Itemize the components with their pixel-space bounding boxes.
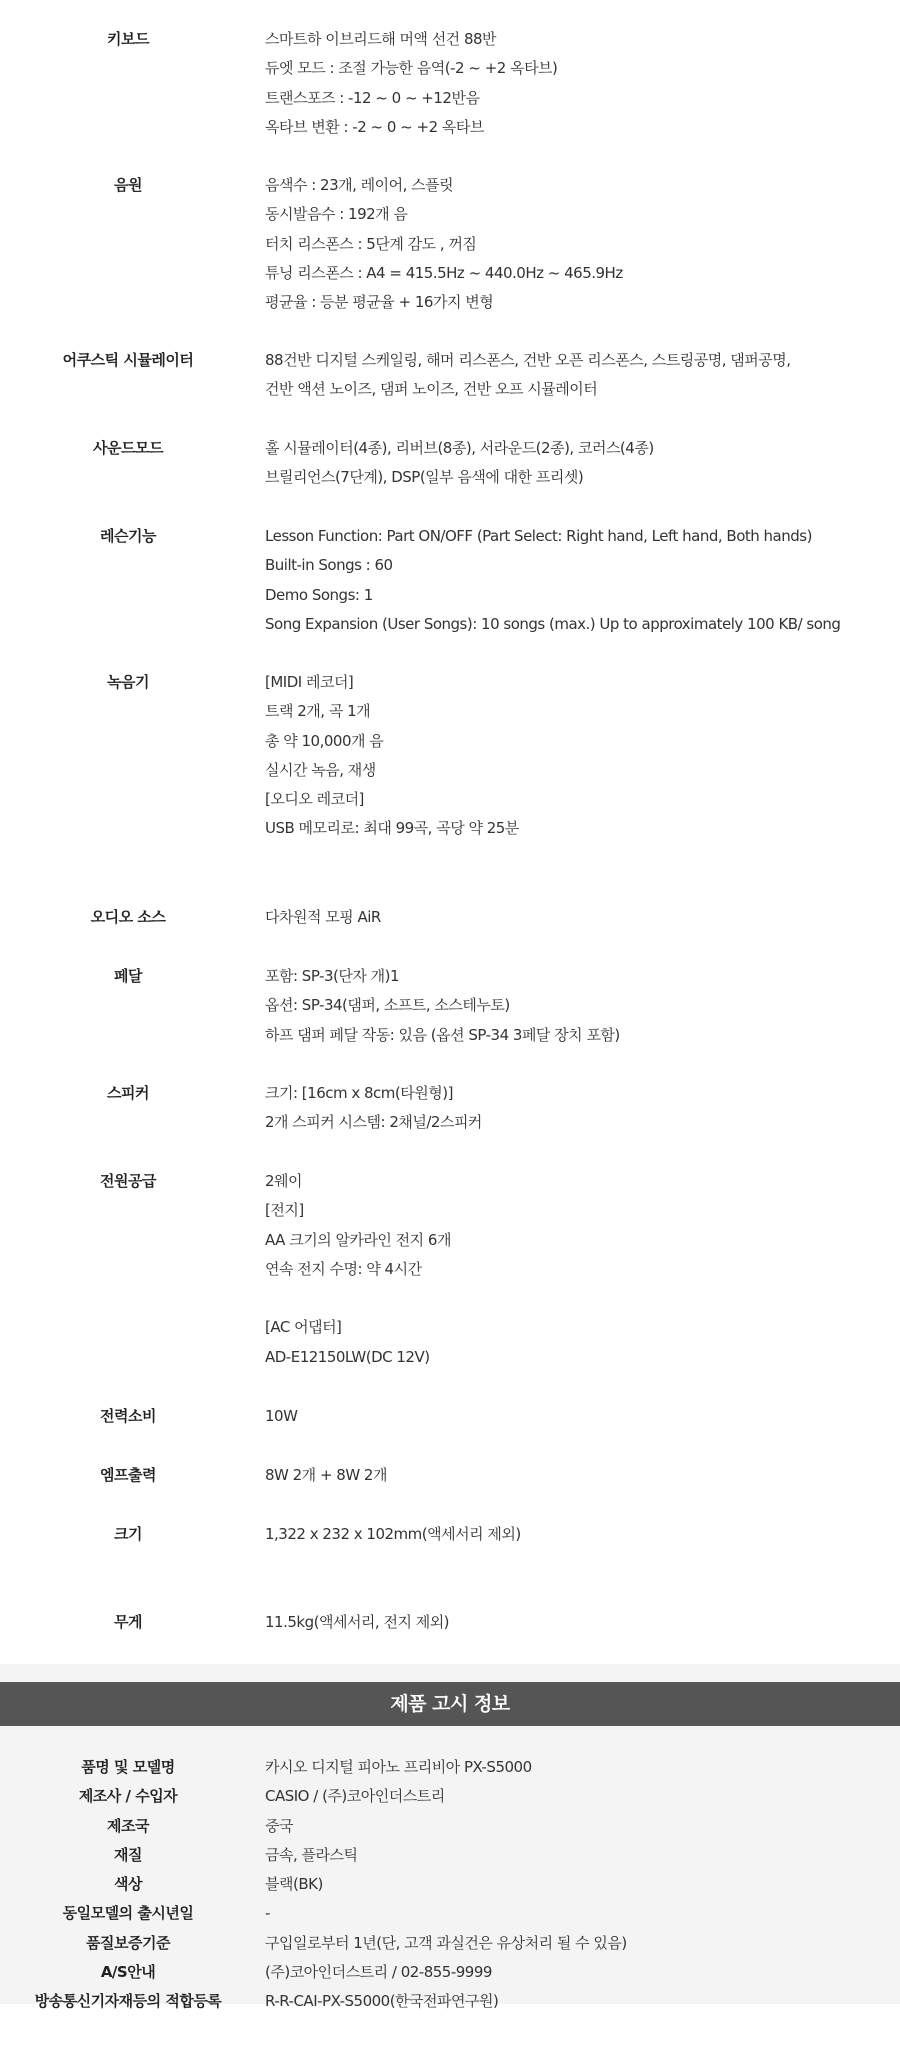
spec-line: 트랙 2개, 곡 1개 bbox=[265, 702, 371, 721]
notice-label: 색상 bbox=[114, 1875, 142, 1894]
spec-line: 홀 시뮬레이터(4종), 리버브(8종), 서라운드(2종), 코러스(4종) bbox=[265, 439, 654, 457]
spec-line: 8W 2개 + 8W 2개 bbox=[265, 1466, 387, 1484]
spec-line: 88건반 디지털 스케일링, 해머 리스폰스, 건반 오픈 리스폰스, 스트링공명, 댐퍼공명, bbox=[265, 351, 791, 369]
spec-line: 하프 댐퍼 페달 작동: 있음 (옵션 SP-34 3페달 장치 포함) bbox=[265, 1025, 620, 1044]
spec-values bbox=[265, 903, 885, 932]
notice-value: - bbox=[265, 1904, 270, 1923]
spec-line: 동시발음수 : 192개 음 bbox=[265, 205, 408, 224]
spec-line: Lesson Function: Part ON/OFF (Part Select: Right hand, Left hand, Both hands) bbox=[265, 527, 812, 545]
notice-label: 제조사 / 수입자 bbox=[78, 1787, 178, 1806]
notice-label: 동일모델의 출시년일 bbox=[62, 1904, 194, 1923]
notice-value: 블랙(BK) bbox=[265, 1875, 323, 1894]
spec-line: Song Expansion (User Songs): 10 songs (max.) Up to approximately 100 KB/ song bbox=[265, 614, 841, 633]
spec-values bbox=[265, 668, 885, 844]
notice-value: 구입일로부터 1년(단, 고객 과실건은 유상처리 될 수 있음) bbox=[265, 1933, 627, 1952]
spec-line: 2개 스피커 시스템: 2채널/2스피커 bbox=[265, 1113, 482, 1132]
spec-values bbox=[265, 1079, 885, 1138]
spec-line: [MIDI 레코더] bbox=[265, 673, 354, 691]
spec-line: 트랜스포즈 : -12 ~ 0 ~ +12반음 bbox=[265, 88, 480, 107]
spec-values bbox=[265, 1608, 885, 1637]
spec-values bbox=[265, 522, 885, 639]
notice-row bbox=[0, 1870, 900, 1899]
spec-line: 옵션: SP-34(댐퍼, 소프트, 소스테누토) bbox=[265, 996, 510, 1015]
spec-line: 브릴리언스(7단계), DSP(일부 음색에 대한 프리셋) bbox=[265, 468, 584, 487]
notice-row bbox=[0, 1929, 900, 1958]
spec-line bbox=[265, 1284, 885, 1313]
spec-label: 오디오 소스 bbox=[90, 908, 166, 926]
spec-line: 크기: [16cm x 8cm(타원형)] bbox=[265, 1084, 453, 1102]
spec-line: 튜닝 리스폰스 : A4 = 415.5Hz ~ 440.0Hz ~ 465.9Hz bbox=[265, 263, 623, 282]
spec-label: 음원 bbox=[114, 176, 142, 194]
notice-label: 방송통신기자재등의 적합등록 bbox=[34, 1992, 222, 2011]
spec-label: 어쿠스틱 시뮬레이터 bbox=[62, 351, 194, 369]
notice-row bbox=[0, 1958, 900, 1987]
spec-values bbox=[265, 25, 885, 142]
notice-table bbox=[0, 1753, 900, 2017]
spec-line: 실시간 녹음, 재생 bbox=[265, 760, 376, 779]
spec-values bbox=[265, 171, 885, 317]
spec-line: Demo Songs: 1 bbox=[265, 585, 373, 604]
notice-label: 품질보증기준 bbox=[86, 1933, 170, 1952]
notice-row bbox=[0, 1812, 900, 1841]
spec-values bbox=[265, 434, 885, 493]
notice-row bbox=[0, 1841, 900, 1870]
spec-label: 레슨기능 bbox=[100, 527, 156, 545]
spec-label: 크기 bbox=[114, 1525, 142, 1543]
notice-row bbox=[0, 1987, 900, 2016]
spec-line: 터치 리스폰스 : 5단계 감도 , 꺼짐 bbox=[265, 234, 477, 253]
spec-line: [AC 어댑터] bbox=[265, 1318, 342, 1337]
notice-title: 제품 고시 정보 bbox=[0, 1682, 900, 1726]
spec-label: 무게 bbox=[114, 1613, 142, 1631]
spec-line: 11.5kg(액세서리, 전지 제외) bbox=[265, 1613, 450, 1631]
notice-value: CASIO / (주)코아인더스트리 bbox=[265, 1787, 445, 1806]
spec-line: AA 크기의 알카라인 전지 6개 bbox=[265, 1230, 451, 1249]
spec-line: 연속 전지 수명: 약 4시간 bbox=[265, 1259, 422, 1278]
spec-line: 다차원적 모핑 AiR bbox=[265, 908, 381, 926]
spec-line: 1,322 x 232 x 102mm(액세서리 제외) bbox=[265, 1525, 521, 1543]
notice-label: 제조국 bbox=[107, 1816, 149, 1835]
spec-values bbox=[265, 1520, 885, 1549]
spec-label: 전력소비 bbox=[100, 1407, 156, 1425]
spec-values bbox=[265, 1402, 885, 1431]
spec-line: 2웨이 bbox=[265, 1172, 303, 1190]
notice-value: 금속, 플라스틱 bbox=[265, 1845, 358, 1864]
spec-label: 전원공급 bbox=[100, 1172, 156, 1190]
spec-values bbox=[265, 1167, 885, 1372]
spec-label: 엠프출력 bbox=[100, 1466, 156, 1484]
spec-label: 스피커 bbox=[107, 1084, 149, 1102]
notice-value: 카시오 디지털 피아노 프리비아 PX-S5000 bbox=[265, 1758, 532, 1776]
spec-line: 음색수 : 23개, 레이어, 스플릿 bbox=[265, 176, 454, 194]
spec-line: 평균율 : 등분 평균율 + 16가지 변형 bbox=[265, 293, 494, 312]
spec-values bbox=[265, 346, 885, 405]
notice-label: 품명 및 모델명 bbox=[81, 1758, 175, 1776]
spec-label: 사운드모드 bbox=[93, 439, 163, 457]
notice-label: A/S안내 bbox=[100, 1963, 156, 1982]
notice-value: 중국 bbox=[265, 1816, 293, 1835]
spec-label: 키보드 bbox=[107, 30, 149, 48]
spec-values bbox=[265, 962, 885, 1050]
notice-row bbox=[0, 1899, 900, 1928]
spec-line: Built-in Songs : 60 bbox=[265, 556, 393, 575]
spec-line: 스마트하 이브리드해 머액 선건 88반 bbox=[265, 30, 497, 48]
spec-line: 옥타브 변환 : -2 ~ 0 ~ +2 옥타브 bbox=[265, 117, 484, 136]
notice-row bbox=[0, 1782, 900, 1811]
spec-line: [오디오 레코더] bbox=[265, 790, 364, 809]
spec-line: 듀엣 모드 : 조절 가능한 음역(-2 ~ +2 옥타브) bbox=[265, 59, 558, 78]
spec-label: 페달 bbox=[114, 967, 142, 985]
spec-line: 10W bbox=[265, 1407, 298, 1425]
spec-label: 녹음기 bbox=[107, 673, 149, 691]
spec-line: [전지] bbox=[265, 1201, 304, 1220]
spec-values bbox=[265, 1461, 885, 1490]
notice-label: 재질 bbox=[114, 1845, 142, 1864]
notice-value: (주)코아인더스트리 / 02-855-9999 bbox=[265, 1963, 492, 1982]
notice-value: R-R-CAI-PX-S5000(한국전파연구원) bbox=[265, 1992, 499, 2011]
notice-row bbox=[0, 1753, 900, 1782]
spec-line: USB 메모리로: 최대 99곡, 곡당 약 25분 bbox=[265, 819, 519, 838]
spec-line: AD-E12150LW(DC 12V) bbox=[265, 1347, 430, 1366]
spec-line: 건반 액션 노이즈, 댐퍼 노이즈, 건반 오프 시뮬레이터 bbox=[265, 380, 598, 399]
spec-line: 포함: SP-3(단자 개)1 bbox=[265, 967, 399, 985]
spec-line: 총 약 10,000개 음 bbox=[265, 731, 384, 750]
